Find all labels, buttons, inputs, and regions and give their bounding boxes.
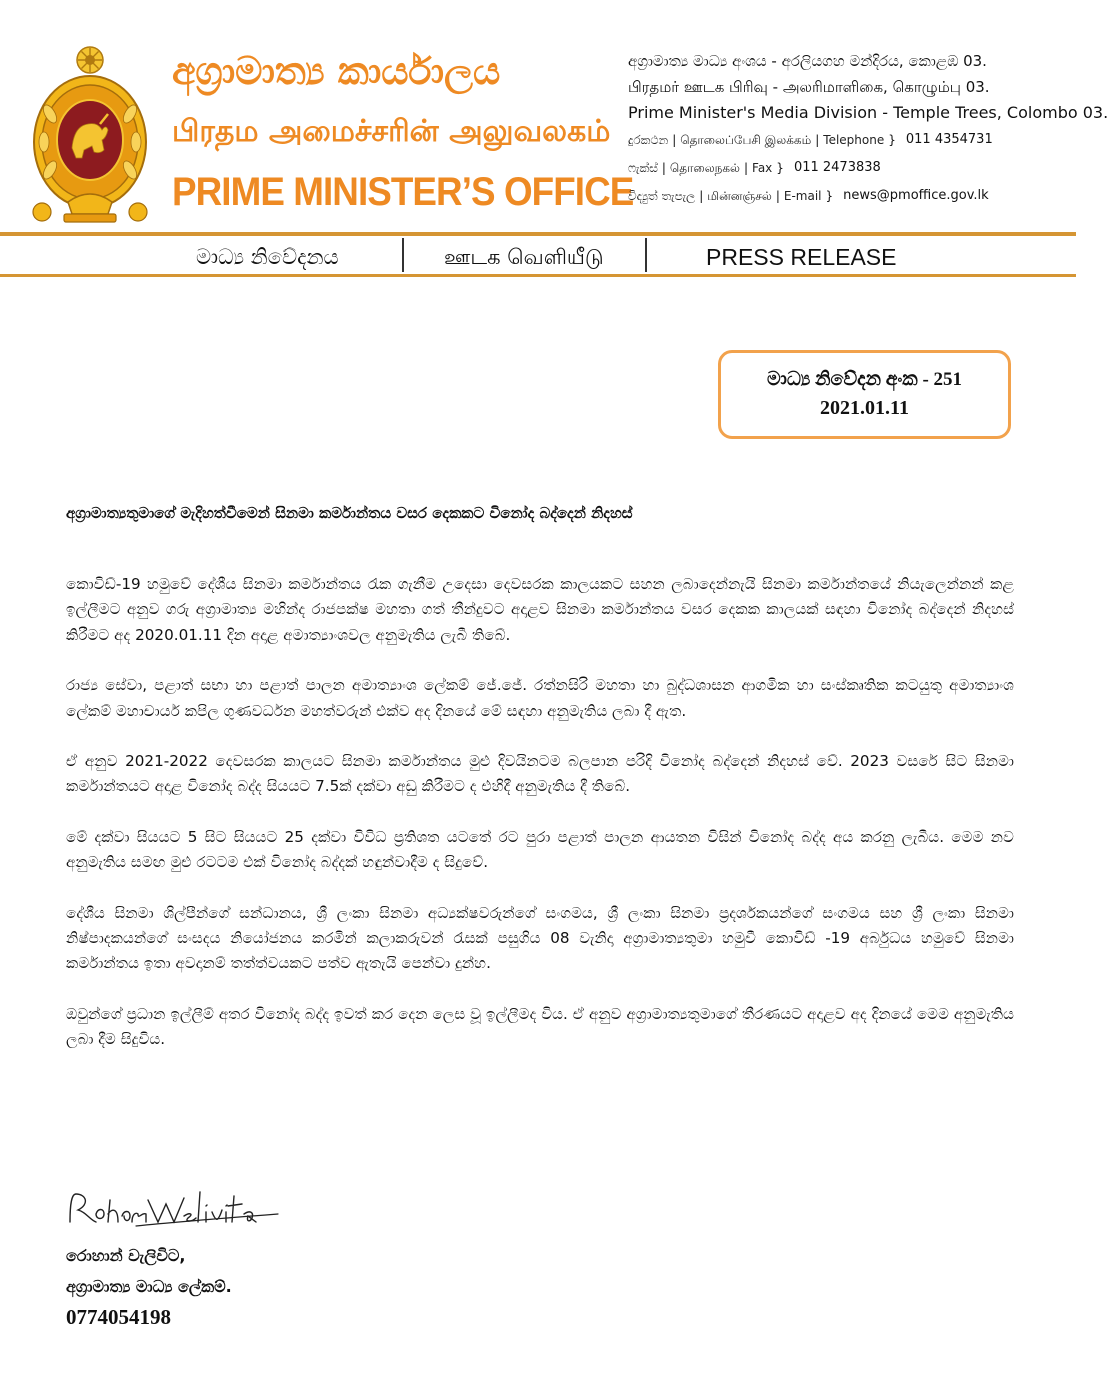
handwritten-signature xyxy=(66,1182,286,1232)
office-title-sinhala: අග්‍රාමාත්‍ය කාර්යාලය xyxy=(172,49,501,93)
contact-block xyxy=(628,48,1108,210)
fax-row xyxy=(628,154,1068,182)
body-paragraph: දේශීය සිනමා ශිල්පීන්ගේ සන්ධානය, ශ්‍රී ලංකා සිනමා අධ්‍යක්ෂවරුන්ගේ සංගමය, ශ්‍රී ලංකා සිනමා ප්‍රදර්ශකයන්ගේ සංගමය සහ ශ්‍රී ලංකා සිනමා නිෂ්පාදකයන්ගේ සංසදය නියෝජනය කරමින් කලාකරුවන් රැසක් පසුගිය 08 වැනිදා අග්‍රාමාත්‍යතුමා හමුවී කොවිඩ් -19 අර්බුධය හමුවේ සිනමා කර්මාන්තය ඉතා අවදානම් තත්ත්වයකට පත්ව ඇතැයි පෙන්වා දුන්හ. xyxy=(66,903,1014,973)
brace: } xyxy=(776,161,784,175)
sri-lanka-emblem-icon xyxy=(30,44,150,228)
divider: | xyxy=(699,189,704,203)
release-date: 2021.01.11 xyxy=(820,397,909,419)
banner-label-tamil: ஊடக வெளியீடு xyxy=(444,245,604,269)
office-title-tamil: பிரதம அமைச்சரின் அலுவலகம் xyxy=(172,114,611,149)
phone-label-ta: தொலைப்பேசி இலக்கம் xyxy=(680,133,812,147)
fax-label-si: ෆැක්ස් xyxy=(628,161,658,175)
email-row xyxy=(628,182,1068,210)
banner-label-english: PRESS RELEASE xyxy=(706,244,897,270)
signatory-name: රොහාන් වැලිවිට, xyxy=(66,1246,186,1265)
banner-divider xyxy=(645,238,647,272)
banner-divider xyxy=(402,238,404,272)
office-title-block xyxy=(172,40,634,222)
signatory-title: අග්‍රාමාත්‍ය මාධ්‍ය ලේකම්. xyxy=(66,1277,232,1296)
divider: | xyxy=(661,161,666,175)
address-tamil: பிரதமர் ஊடக பிரிவு - அலரிமாளிகை, கொழும்பு 03. xyxy=(628,78,990,96)
email-address[interactable]: news@pmoffice.gov.lk xyxy=(843,188,989,203)
office-title-english: PRIME MINISTER’S OFFICE xyxy=(172,170,634,214)
release-body xyxy=(66,572,1014,1078)
email-label-si: විද්‍යුත් තැපැල xyxy=(628,189,696,203)
phone-label-si: දුරකථන xyxy=(628,133,669,147)
phone-row xyxy=(628,126,1068,154)
divider: | xyxy=(743,161,749,175)
body-paragraph: ඒ අනුව 2021-2022 දෙවසරක කාලයට සිනමා කර්මාන්තය මුළු දිවයිනටම බලපාන පරිදි විනෝද බද්දෙන් නිදහස් වේ. 2023 වසරේ සිට සිනමා කර්මාන්තයට අදාළ විනෝද බද්ද සියයට 7.5ක් දක්වා අඩු කිරීමට ද එහිදී අනුමැතිය දී තිබේ. xyxy=(66,752,1014,796)
body-paragraph: කොවිඩ්-19 හමුවේ දේශීය සිනමා කර්මාන්තය රැක ගැනීම උදෙසා දෙවසරක කාලයකට සහන ලබාදෙන්නැයි සිනමා කර්මාන්තයේ නියැලෙන්නන් කළ ඉල්ලීමට අනුව ගරු අග්‍රාමාත්‍ය මහින්ද රාජපක්ෂ මහතා ගත් තීන්දුවට අදාළව සිනමා කර්මාන්තය වසර දෙකක කාලයක් සඳහා විනෝද බද්දෙන් නිදහස් කිරීමට අද 2020.01.11 දින අදාළ අමාත්‍යාංශවල අනුමැතිය ලැබී තිබේ. xyxy=(66,575,1014,644)
fax-label-ta: தொலைநகல் xyxy=(669,161,740,175)
body-paragraph: රාජ්‍ය සේවා, පළාත් සභා හා පළාත් පාලන අමාත්‍යාංශ ලේකම් ජේ.ජේ. රත්නසිරි මහතා හා බුද්ධශාසන ආගමික හා සංස්කෘතික කටයුතු අමාත්‍යාංශ ලේකම් මහාචාර්ය කපිල ගුණවර්ධන මහත්වරුන් එක්ව අද දිනයේ මේ සඳහා අනුමැතිය ලබා දී ඇත. xyxy=(66,676,1014,720)
phone-number: 011 4354731 xyxy=(905,132,993,147)
email-label-ta: மின்னஞ்சல் xyxy=(707,189,772,203)
phone-label-en: Telephone xyxy=(823,133,885,147)
release-reference-box xyxy=(718,350,1011,439)
fax-number: 011 2473838 xyxy=(793,160,881,175)
fax-label-en: Fax xyxy=(752,161,773,175)
body-paragraph: මේ දක්වා සියයට 5 සිට සියයට 25 දක්වා විවිධ ප්‍රතිශත යටතේ රට පුරා පළාත් පාලන ආයතන විසින් විනෝද බද්ද අය කරනු ලැබීය. මෙම නව අනුමැතිය සමඟ මුළු රටටම එක් විනෝද බද්දක් හඳුන්වාදීම ද සිදුවේ. xyxy=(66,827,1014,872)
body-paragraph: ඔවුන්ගේ ප්‍රධාන ඉල්ලීම් අතර විනෝද බද්ද ඉවත් කර දෙන ලෙස වූ ඉල්ලීමද විය. ඒ අනුව අග්‍රාමාත්‍යතුමාගේ තීරණයට අදාළව අද දිනයේ මෙම අනුමැතිය ලබා දීම සිදුවිය. xyxy=(66,1004,1014,1049)
release-headline: අග්‍රාමාත්‍යතුමාගේ මැදිහත්වීමෙන් සිනමා කර්මාන්තය වසර දෙකකට විනෝද බද්දෙන් නිදහස් xyxy=(66,504,633,522)
divider: | xyxy=(775,189,780,203)
divider: | xyxy=(815,133,820,147)
email-label-en: E-mail xyxy=(783,189,822,203)
release-number: මාධ්‍ය නිවේදන අංක - 251 xyxy=(766,369,963,390)
brace: } xyxy=(825,189,834,203)
address-sinhala: අග්‍රාමාත්‍ය මාධ්‍ය අංශය - අරලියගහ මන්දිරය, කොළඹ 03. xyxy=(628,52,987,70)
header-rule-bottom xyxy=(0,274,1076,277)
press-release-banner xyxy=(0,236,1076,274)
signatory-phone: 0774054198 xyxy=(66,1305,171,1329)
banner-label-sinhala: මාධ්‍ය නිවේදනය xyxy=(196,245,339,269)
address-english: Prime Minister's Media Division - Temple Trees, Colombo 03. xyxy=(628,103,1108,122)
signatory-block xyxy=(66,1240,232,1332)
divider: | xyxy=(672,133,677,147)
brace: } xyxy=(888,133,896,147)
